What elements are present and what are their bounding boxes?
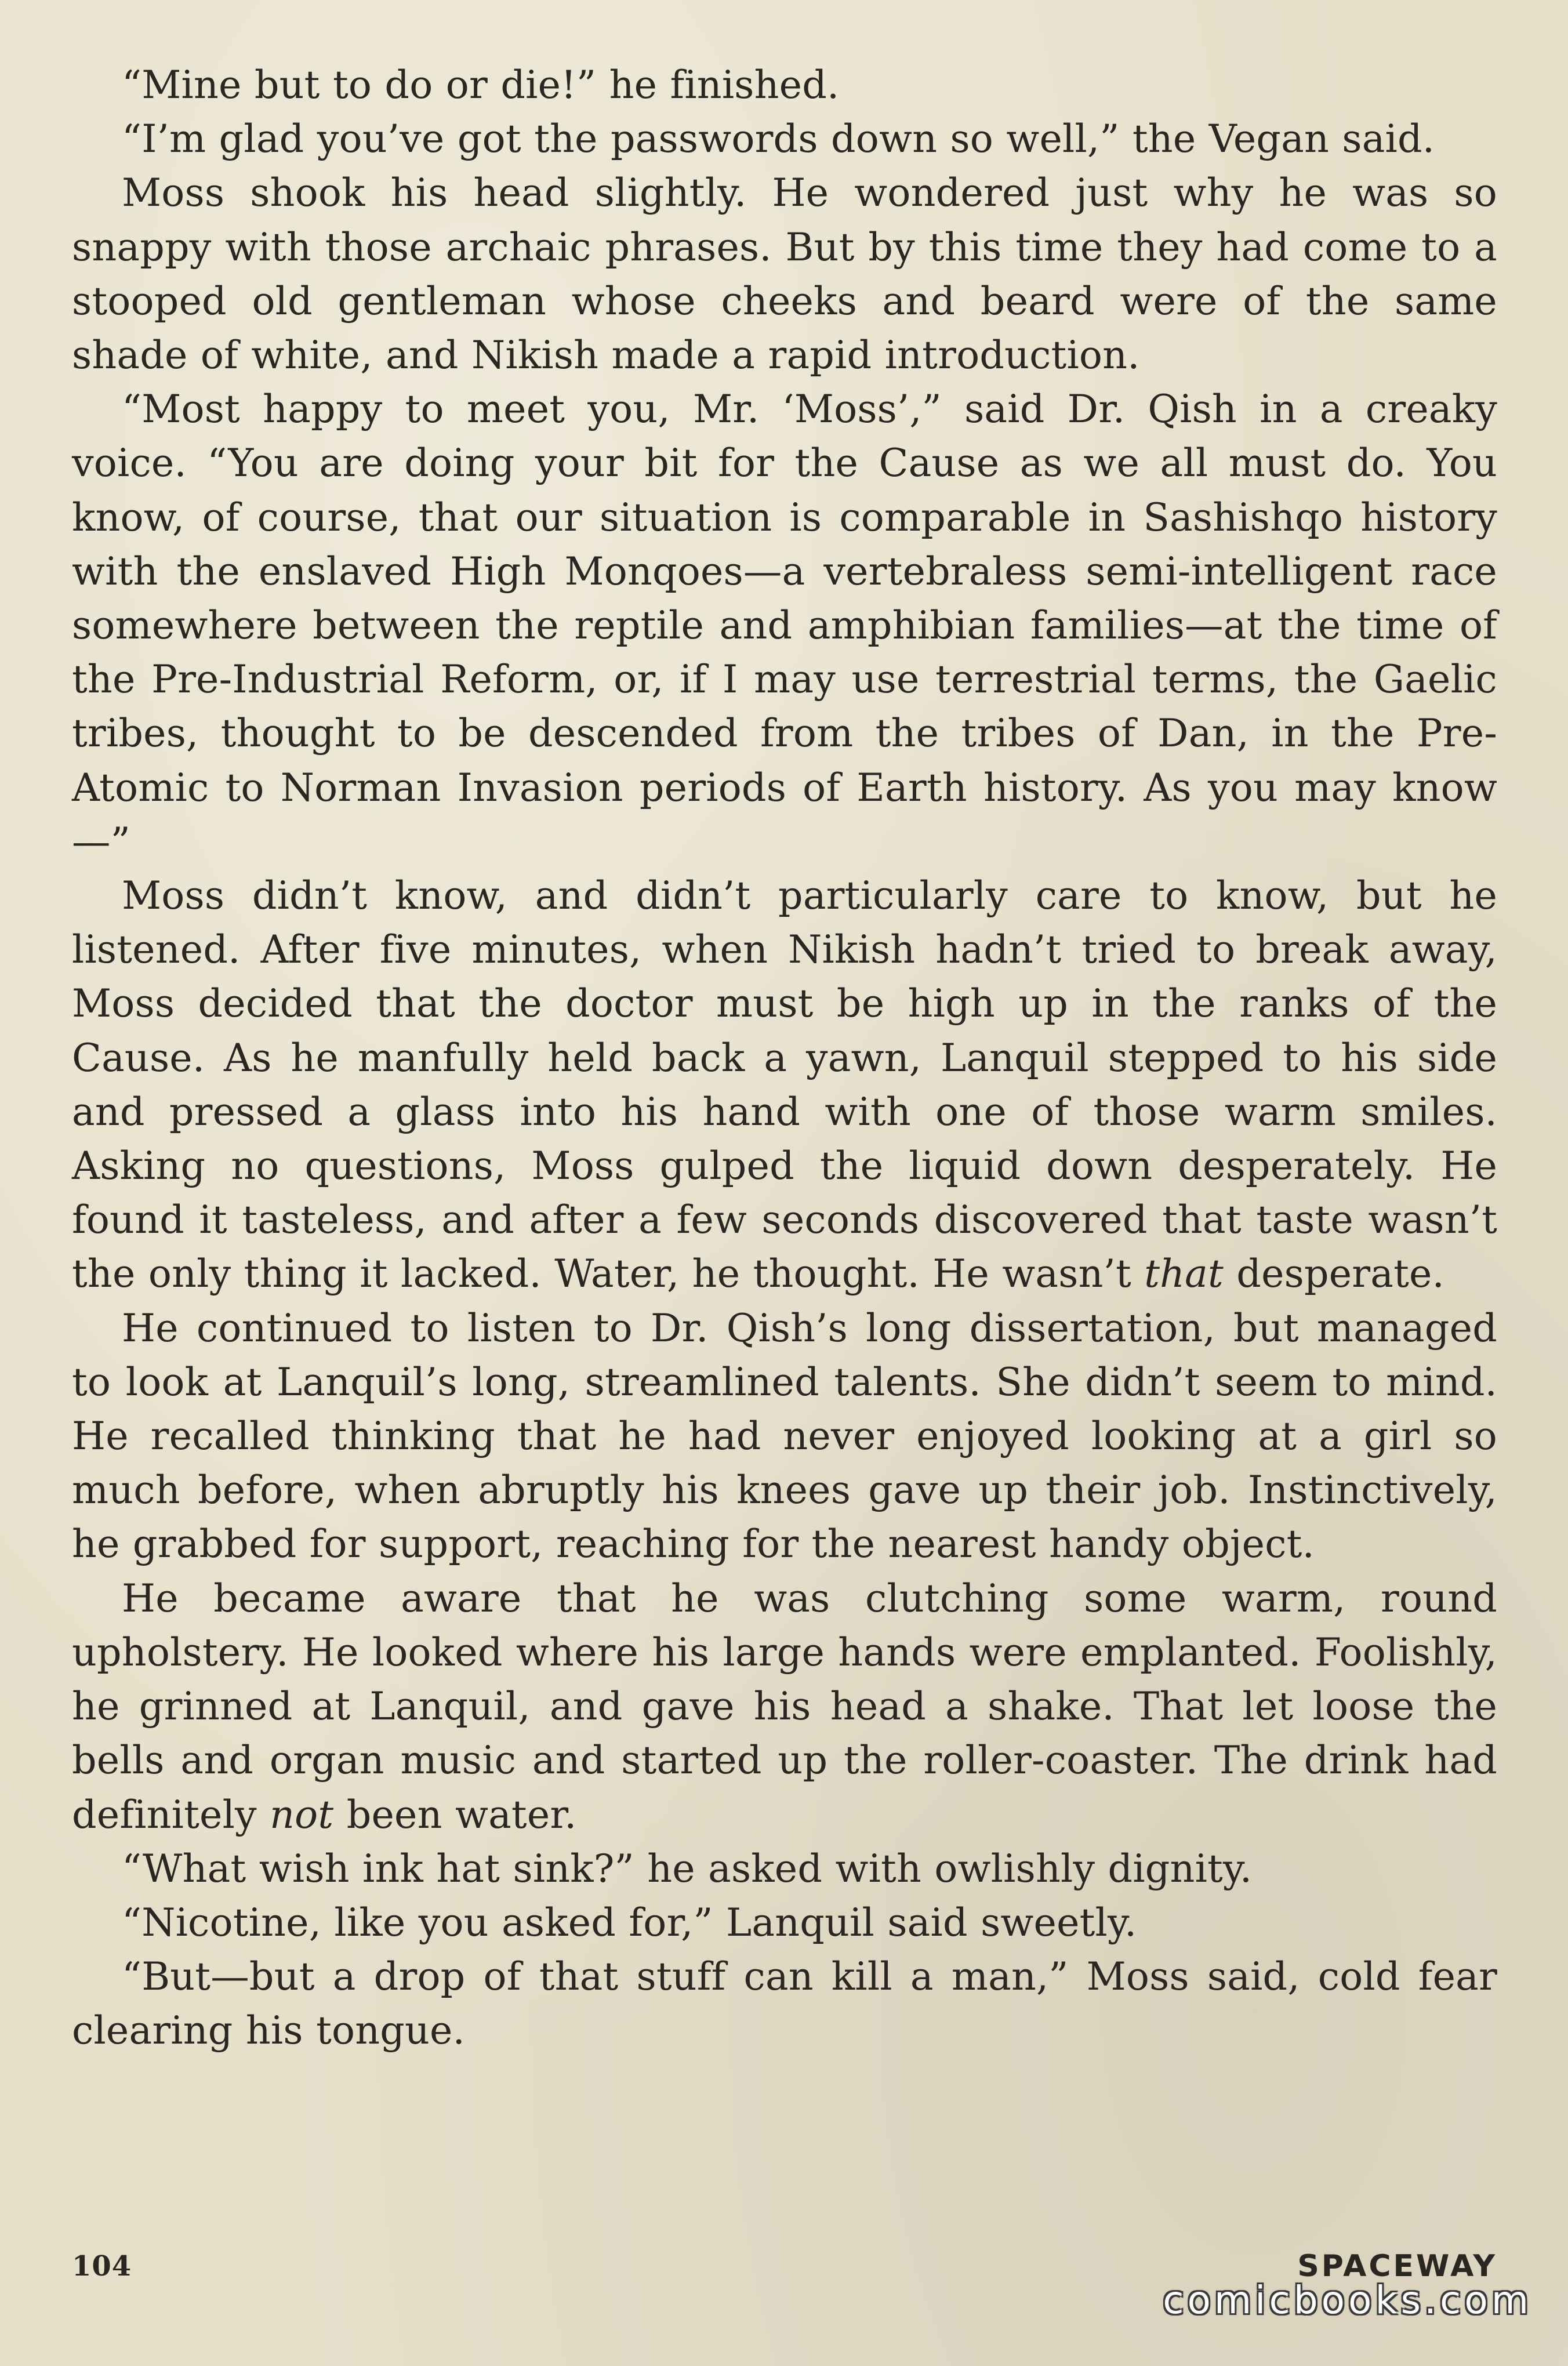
paragraph: “What wish ink hat sink?” he asked with owlishly dignity.: [122, 1845, 1253, 1891]
paragraph-text: desperate.: [1223, 1251, 1444, 1297]
paragraph: [72, 1572, 1497, 1842]
page-number: 104: [72, 2250, 132, 2282]
paragraph: “Mine but to do or die!” he finished.: [122, 62, 840, 107]
paragraph: [72, 869, 1497, 1301]
paragraph: He continued to listen to Dr. Qish’s long dissertation, but managed to look at Lanquil’s long, streamlined talents. She didn’t seem to mind. He recalled thinking that he had never enjoyed looking at a girl so much before, when abruptly his knees gave up their job. Instinctively, he grabbed for support, reaching for the nearest handy object.: [72, 1305, 1497, 1567]
paragraph: Moss shook his head slightly. He wondered just why he was so snappy with those archaic phrases. But by this time they had come to a stooped old gentleman whose cheeks and beard were of the same shade of white, and Nikish made a rapid introduction.: [72, 170, 1497, 378]
paragraph-text: He became aware that he was clutching some warm, round upholstery. He looked where his large hands were emplanted. Foolishly, he grinned at Lanquil, and gave his head a shake. That let loose the bells and organ music and started up the roller-coaster. The drink had definitely: [72, 1575, 1497, 1837]
story-text: [72, 58, 1497, 2058]
paragraph: “Most happy to meet you, Mr. ‘Moss’,” said Dr. Qish in a creaky voice. “You are doing your bit for the Cause as we all must do. You know, of course, that our situation is comparable in Sashishqo history with the enslaved High Monqoes—a vertebraless semi-intelligent race somewhere between the reptile and amphibian families—at the time of the Pre-Industrial Reform, or, if I may use terrestrial terms, the Gaelic tribes, thought to be descended from the tribes of Dan, in the Pre-Atomic to Norman Invasion periods of Earth history. As you may know—”: [72, 386, 1497, 864]
paragraph: “But—but a drop of that stuff can kill a man,” Moss said, cold fear clearing his tongue.: [72, 1954, 1497, 2053]
paragraph-text: been water.: [333, 1791, 577, 1837]
watermark: comicbooks.com: [1163, 2278, 1532, 2323]
paragraph: “Nicotine, like you asked for,” Lanquil said sweetly.: [122, 1899, 1137, 1945]
paragraph-text: Moss didn’t know, and didn’t particularly care to know, but he listened. After five minutes, when Nikish hadn’t tried to break away, Moss decided that the doctor must be high up in the ranks of the Cause. As he manfully held back a yawn, Lanquil stepped to his side and pressed a glass into his hand with one of those warm smiles. Asking no questions, Moss gulped the liquid down desperately. He found it tasteless, and after a few seconds discovered that taste wasn’t the only thing it lacked. Water, he thought. He wasn’t: [72, 873, 1497, 1297]
running-head: SPACEWAY: [1297, 2249, 1497, 2284]
italic-emphasis: not: [270, 1791, 334, 1837]
italic-emphasis: that: [1144, 1251, 1224, 1297]
paragraph: “I’m glad you’ve got the passwords down so well,” the Vegan said.: [122, 116, 1435, 162]
